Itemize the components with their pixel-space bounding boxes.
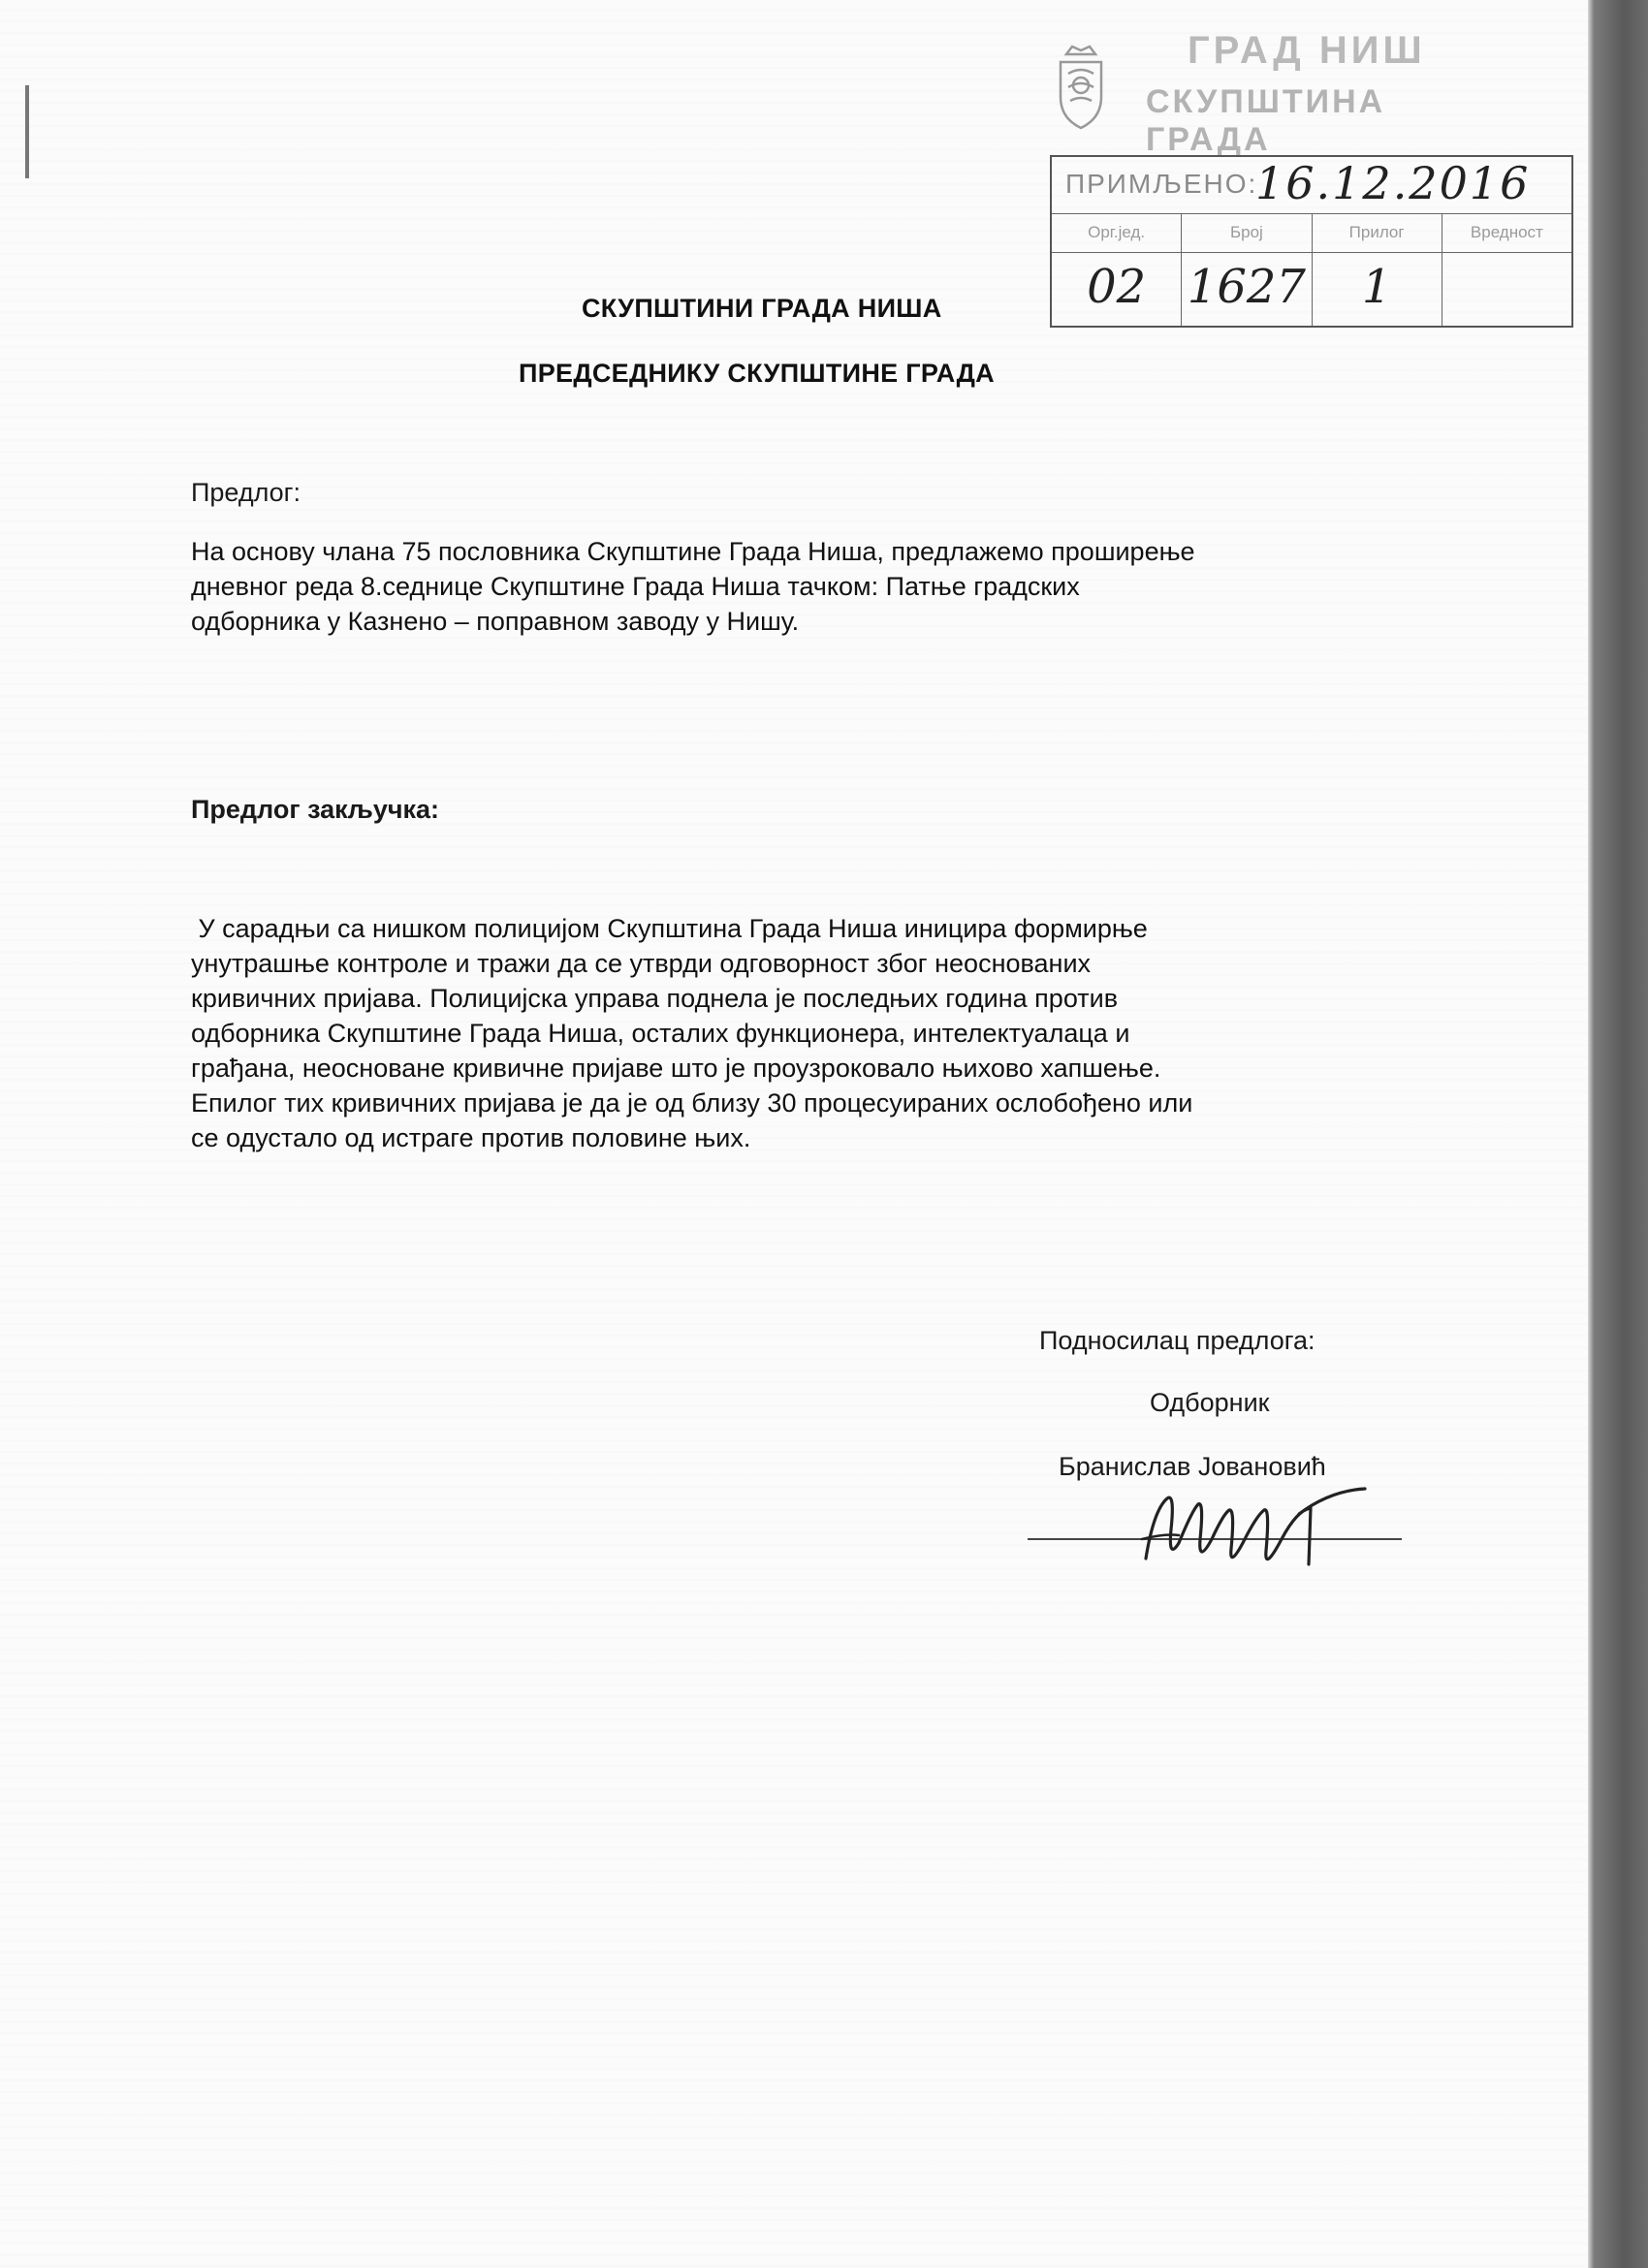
city-stamp-header: [1047, 29, 1493, 158]
conclusion-line: грађана, неосноване кривичне пријаве што је проузроковало њихово хапшење.: [191, 1054, 1161, 1083]
stamp-value: [1442, 252, 1571, 326]
stamp-header-value: Вредност: [1470, 223, 1543, 241]
stamp-org-unit: 02: [1052, 252, 1182, 326]
received-label: ПРИМЉЕНО:: [1065, 169, 1258, 199]
submitter-name: Бранислав Јовановић: [1059, 1452, 1326, 1481]
proposal-label: Предлог:: [191, 478, 301, 507]
proposal-line: На основу члана 75 пословника Скупштине Града Ниша, предлажемо проширење: [191, 537, 1195, 566]
stamp-body-name: СКУПШТИНА ГРАДА: [1146, 83, 1386, 158]
conclusion-line: кривичних пријава. Полицијска управа поднела је последњих година против: [191, 984, 1119, 1013]
stamp-header-attachment: Прилог: [1313, 213, 1442, 252]
conclusion-line: унутрашње контроле и тражи да се утврди одговорност због неоснованих: [191, 949, 1092, 978]
stamp-number: 1627: [1182, 252, 1312, 326]
recipient-president: ПРЕДСЕДНИКУ СКУПШТИНЕ ГРАДА: [519, 359, 995, 388]
conclusion-label: Предлог закључка:: [191, 795, 440, 824]
stamp-attachment: 1: [1313, 252, 1442, 326]
recipient-assembly: СКУПШТИНИ ГРАДА НИША: [582, 294, 942, 323]
received-date: 16.12.2016: [1255, 157, 1531, 209]
received-stamp: [1050, 155, 1573, 328]
scan-mark: [25, 85, 29, 178]
submitter-role: Одборник: [1150, 1388, 1270, 1417]
conclusion-line: У сарадњи са нишком полицијом Скупштина Града Ниша иницира формирње: [191, 914, 1148, 943]
proposal-line: дневног реда 8.седнице Скупштине Града Ниша тачком: Патње градских: [191, 572, 1080, 601]
crest-icon: [1047, 41, 1115, 134]
conclusion-text: [191, 911, 1412, 1155]
conclusion-line: одборника Скупштине Града Ниша, осталих функционера, интелектуалаца и: [191, 1019, 1130, 1048]
submitter-label: Подносилац предлога:: [1039, 1326, 1315, 1355]
conclusion-line: Епилог тих кривичних пријава је да је од близу 30 процесуираних ослобођено или: [191, 1088, 1193, 1118]
stamp-city-name: ГРАД НИШ: [1188, 29, 1426, 72]
stamp-header-org-unit: Орг.јед.: [1052, 213, 1182, 252]
scanner-edge: [1588, 0, 1648, 2268]
stamp-header-number: Број: [1182, 213, 1312, 252]
proposal-line: одборника у Казнено – поправном заводу у Нишу.: [191, 607, 800, 636]
proposal-text: [191, 534, 1412, 639]
handwritten-signature: [1136, 1471, 1427, 1578]
stamp-value-row: [1052, 252, 1571, 326]
received-row: [1052, 157, 1571, 214]
conclusion-line: се одустало од истраге против половине њих.: [191, 1123, 751, 1152]
stamp-header-row: [1052, 213, 1571, 253]
